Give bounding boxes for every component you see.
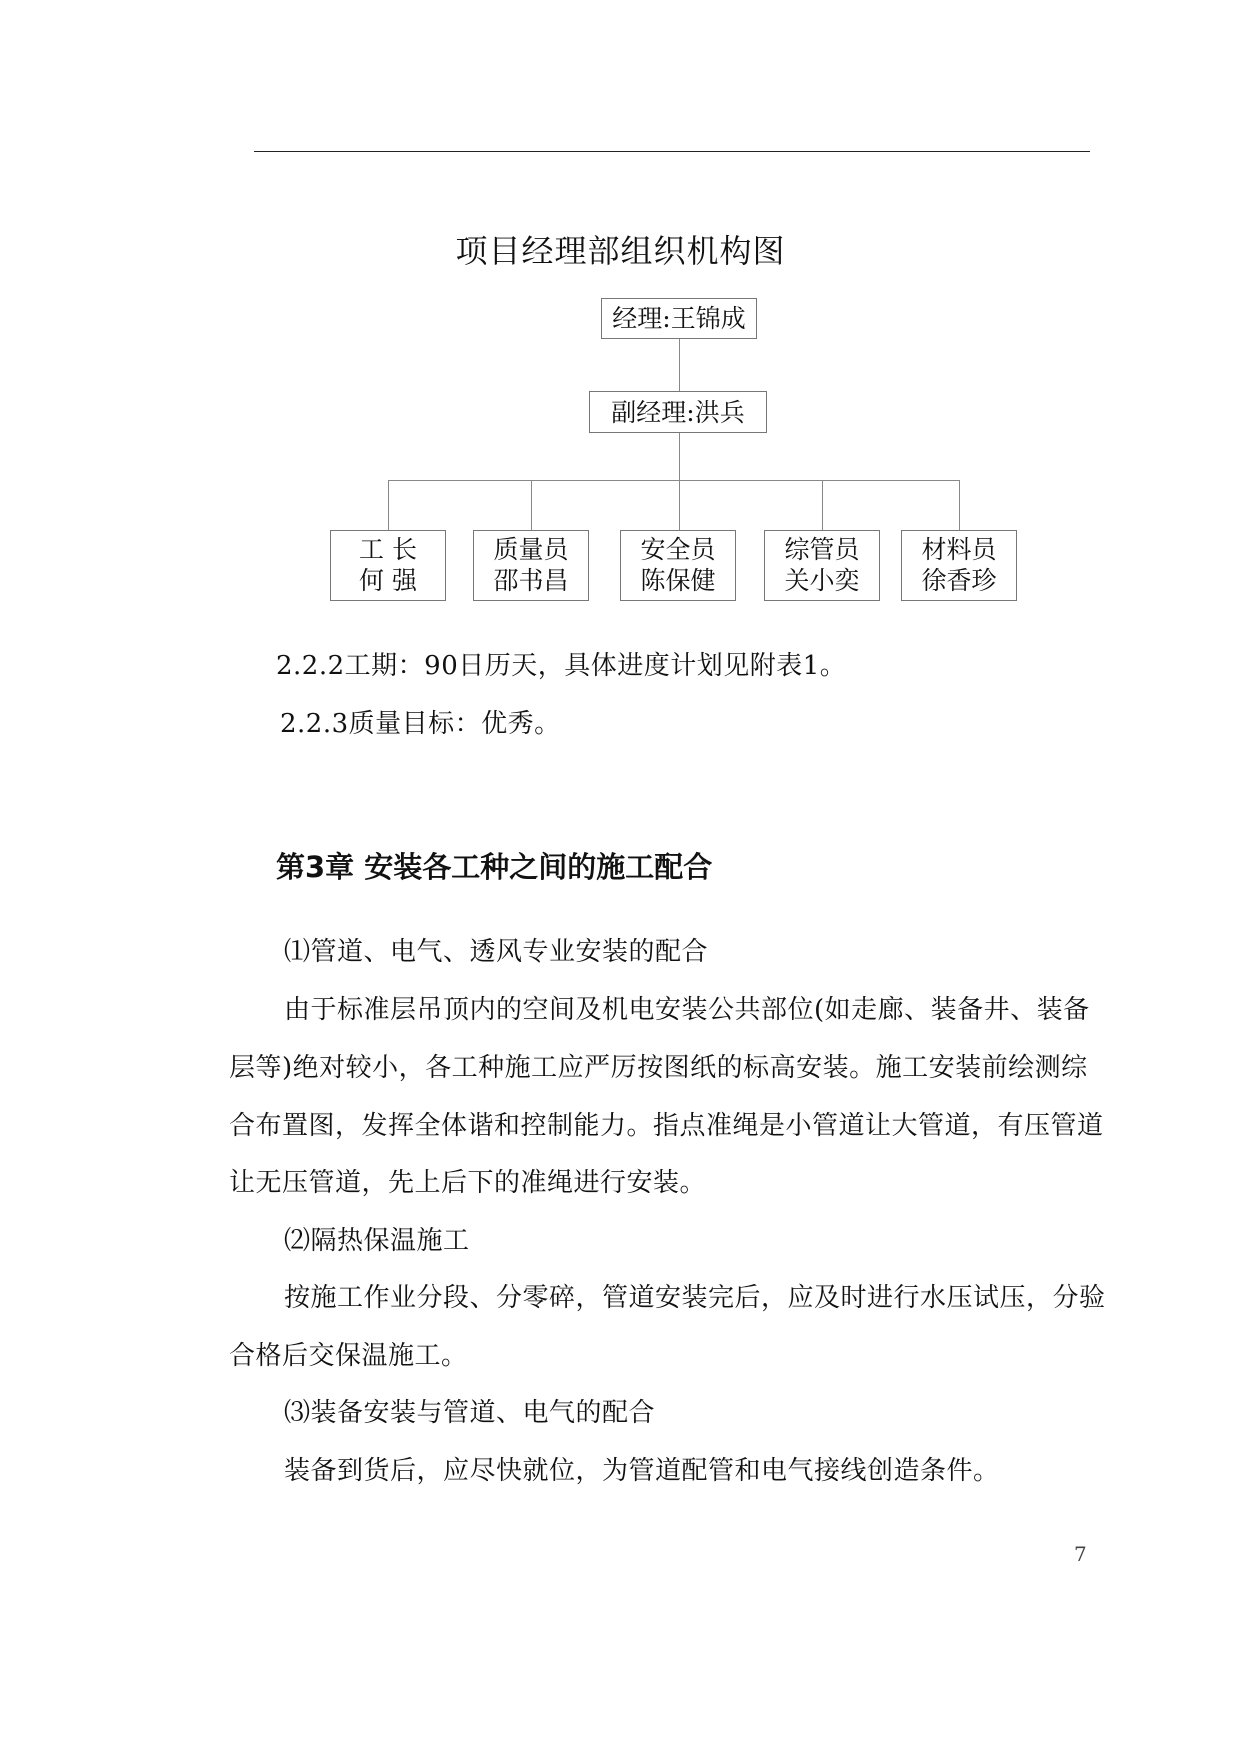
chapter-heading: 第3章 安装各工种之间的施工配合 — [276, 850, 713, 884]
connector-drop-5 — [959, 480, 960, 530]
section-title: ⑴管道、电气、透风专业安装的配合 — [284, 937, 709, 967]
staff-role: 综管员 — [784, 535, 860, 564]
connector-drop-4 — [822, 480, 823, 530]
connector-drop-3 — [679, 480, 680, 530]
section-title: ⑶装备安装与管道、电气的配合 — [284, 1398, 656, 1428]
connector-deputy-bus — [679, 432, 680, 480]
staff-name: 邵书昌 — [493, 566, 569, 595]
connector-drop-2 — [531, 480, 532, 530]
staff-name: 陈保健 — [640, 566, 716, 595]
section-title: ⑵隔热保温施工 — [284, 1226, 470, 1256]
schedule-duration: 2.2.2工期：90日历天，具体进度计划见附表1。 — [276, 651, 847, 681]
body-line: 由于标准层吊顶内的空间及机电安装公共部位(如走廊、装备井、装备 — [284, 995, 1090, 1025]
staff-role: 安全员 — [640, 535, 716, 564]
org-chart-title: 项目经理部组织机构图 — [455, 232, 786, 270]
staff-role: 材料员 — [921, 535, 997, 564]
page-number: 7 — [1074, 1542, 1087, 1566]
body-line: 合格后交保温施工。 — [229, 1341, 468, 1371]
staff-role: 工 长 — [359, 535, 417, 564]
body-line: 合布置图，发挥全体谐和控制能力。指点准绳是小管道让大管道，有压管道 — [229, 1111, 1104, 1141]
body-line: 按施工作业分段、分零碎，管道安装完后，应及时进行水压试压，分验 — [284, 1283, 1106, 1313]
staff-box-safety — [620, 530, 736, 601]
body-line: 让无压管道，先上后下的准绳进行安装。 — [229, 1168, 707, 1198]
staff-box-quality — [473, 530, 589, 601]
header-rule — [254, 151, 1090, 152]
staff-name: 何 强 — [359, 566, 417, 595]
manager-label: 经理:王锦成 — [612, 304, 746, 333]
deputy-label: 副经理:洪兵 — [611, 398, 745, 427]
staff-name: 关小奕 — [784, 566, 860, 595]
deputy-box — [589, 391, 767, 433]
connector-drop-1 — [388, 480, 389, 530]
quality-target: 2.2.3质量目标：优秀。 — [280, 709, 561, 739]
staff-box-admin — [764, 530, 880, 601]
body-line: 层等)绝对较小，各工种施工应严厉按图纸的标高安装。施工安装前绘测综 — [229, 1053, 1088, 1083]
staff-name: 徐香珍 — [921, 566, 997, 595]
staff-role: 质量员 — [493, 535, 569, 564]
staff-box-foreman — [330, 530, 446, 601]
connector-manager-deputy — [679, 338, 680, 393]
manager-box — [601, 298, 757, 339]
body-line: 装备到货后，应尽快就位，为管道配管和电气接线创造条件。 — [284, 1456, 1000, 1486]
connector-bus — [388, 480, 959, 481]
staff-box-materials — [901, 530, 1017, 601]
